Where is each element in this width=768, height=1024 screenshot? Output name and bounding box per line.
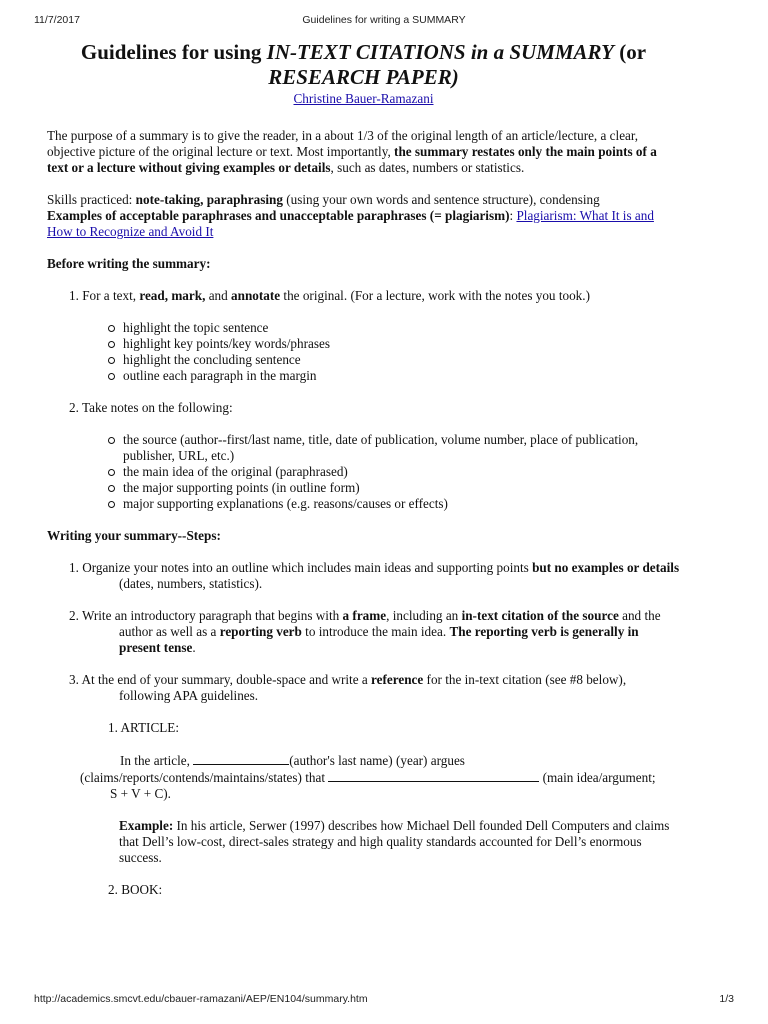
plagiarism-link[interactable]: Plagiarism: What It is and How to Recognize and Avoid It [47,208,654,239]
list-item: major supporting explanations (e.g. reasons/causes or effects) [123,496,680,512]
writing-step-3: 3. At the end of your summary, double-space and write a reference for the in-text citation (see #8 below), following APA guidelines. [69,672,627,703]
document-body [47,40,680,898]
page-number: 1/3 [719,993,734,1005]
before-steps-2 [47,400,680,416]
writing-step-1: 1. Organize your notes into an outline which includes main ideas and supporting points but no examples or details (dates, numbers, statistics). [69,560,680,591]
author-link[interactable]: Christine Bauer-Ramazani [293,91,434,106]
list-item: highlight key points/key words/phrases [123,336,680,352]
footer-url: http://academics.smcvt.edu/cbauer-ramazani/AEP/EN104/summary.htm [34,993,368,1005]
purpose-paragraph: The purpose of a summary is to give the reader, in a about 1/3 of the original length of an article/lecture, a clear, objective picture of the original lecture or text. Most importantly, the summary restates only the main points of a text or a lecture without giving examples or details, such as dates, numbers or statistics. [47,128,657,175]
list-item: outline each paragraph in the margin [123,368,680,384]
article-example: Example: In his article, Serwer (1997) describes how Michael Dell founded Dell Computers and claims that Dell’s low-cost, direct-sales strategy and high quality standards accounted for Dell’s enormous success. [119,818,670,865]
article-frame: In the article, (author's last name) (year) argues (claims/reports/contends/maintains/states) that (main idea/argument; S + V + C). [47,752,680,802]
article-label: 1. ARTICLE: [108,720,180,735]
examples-paragraph: Examples of acceptable paraphrases and unacceptable paraphrases (= plagiarism): Plagiarism: What It is and How to Recognize and Avoid It [47,208,654,239]
skills-paragraph: Skills practiced: note-taking, paraphrasing (using your own words and sentence structure), condensing [47,192,600,207]
writing-step-2: 2. Write an introductory paragraph that begins with a frame, including an in-text citation of the source and the author as well as a reporting verb to introduce the main idea. The reporting verb is generally in present tense. [69,608,661,655]
book-label: 2. BOOK: [108,882,163,897]
before-steps [47,288,680,304]
list-item: the source (author--first/last name, title, date of publication, volume number, place of publication, publisher, URL, etc.) [123,432,680,464]
list-item: the main idea of the original (paraphrased) [123,464,680,480]
step-1: 1. For a text, read, mark, and annotate the original. (For a lecture, work with the notes you took.) [69,288,590,303]
list-item: highlight the concluding sentence [123,352,680,368]
print-date: 11/7/2017 [34,14,80,26]
frame-formula: S + V + C). [110,786,171,801]
writing-heading: Writing your summary--Steps: [47,528,221,543]
blank-author [193,752,289,765]
author-line [47,91,680,107]
step-2-bullets [47,432,680,512]
page-footer [34,993,734,1007]
list-item: the major supporting points (in outline form) [123,480,680,496]
print-title: Guidelines for writing a SUMMARY [302,14,466,26]
list-item: highlight the topic sentence [123,320,680,336]
step-1-bullets [47,320,680,384]
page-header [34,14,734,28]
before-heading: Before writing the summary: [47,256,211,271]
step-2: 2. Take notes on the following: [69,400,233,415]
blank-main-idea [328,769,539,782]
page-title: Guidelines for using IN-TEXT CITATIONS in a SUMMARY (or RESEARCH PAPER) [80,40,647,89]
